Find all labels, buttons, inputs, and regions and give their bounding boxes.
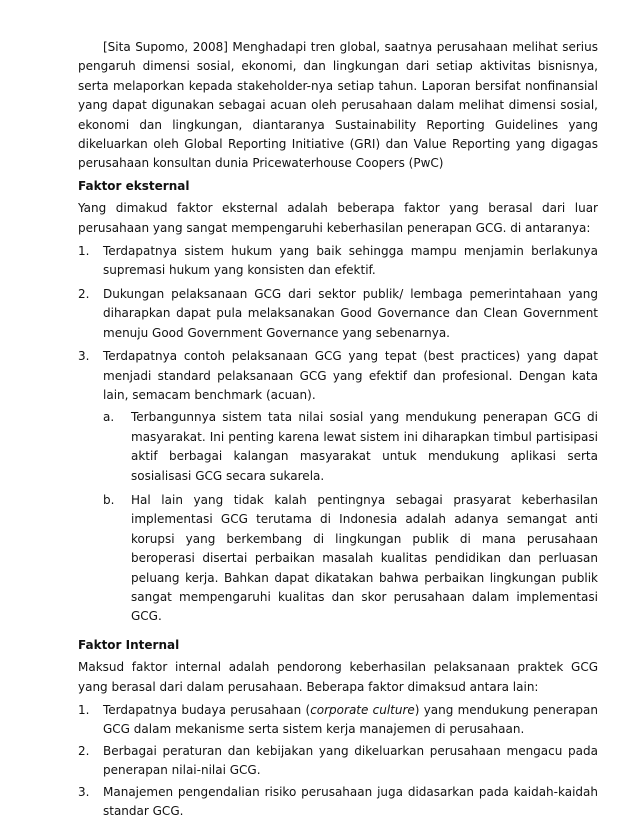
list-number: 2. [78,286,90,301]
list-number: 1. [78,244,90,259]
italic-term: corporate culture [310,703,415,717]
text-run: Terdapatnya budaya perusahaan ( [103,703,311,717]
sublist-text: Hal lain yang tidak kalah pentingnya sebagai prasyarat keberhasilan implementasi GCG terutama di Indonesia adalah adanya semangat anti korupsi yang berkembang di lingkungan publik di mana perusahaan beroperasi disertai perbaikan masalah kualitas pendidikan dan perluasan peluang kerja. Bahkan dapat dikatakan bahwa perbaikan lingkungan publik sangat mempengaruhi kualitas dan skor perusahaan dalam implementasi GCG. [131,492,598,624]
list-item [78,347,598,632]
internal-intro: Maksud faktor internal adalah pendorong keberhasilan pelaksanaan praktek GCG yang berasal dari dalam perusahaan. Beberapa faktor dimaksud antara lain: [78,660,598,694]
list-text: Berbagai peraturan dan kebijakan yang dikeluarkan perusahaan mengacu pada penerapan nilai-nilai GCG. [103,743,598,778]
list-number: 3. [78,784,90,799]
sublist-letter: b. [103,492,115,507]
sublist-item [103,408,598,486]
list-item [78,742,598,781]
list-body [103,347,598,632]
list-text: Terdapatnya sistem hukum yang baik sehingga mampu menjamin berlakunya supremasi hukum yang konsisten dan efektif. [103,244,598,278]
document-page [78,38,598,823]
list-item [78,701,598,740]
sublist-letter: a. [103,410,115,425]
list-number: 3. [78,349,90,364]
list-text: Dukungan pelaksanaan GCG dari sektor publik/ lembaga pemerintahaan yang diharapkan dapat pula melaksanakan Good Governance dan Clean Government menuju Good Government Governance yang sebenarnya. [103,286,598,340]
text-run: ) yang mendukung penerapan GCG dalam mekanisme serta sistem kerja manajemen di perusahaan. [103,703,598,737]
heading-external: Faktor eksternal [78,178,190,193]
list-number: 2. [78,743,90,758]
list-item [78,783,598,822]
list-number: 1. [78,703,90,717]
external-intro: Yang dimakud faktor eksternal adalah beberapa faktor yang berasal dari luar perusahaan yang sangat mempengaruhi keberhasilan penerapan GCG. di antaranya: [78,201,598,235]
list-text: Manajemen pengendalian risiko perusahaan juga didasarkan pada kaidah-kaidah standar GCG. [103,784,598,819]
list-item [78,285,598,343]
sublist-item [103,491,598,627]
sublist-text: Terbangunnya sistem tata nilai sosial yang mendukung penerapan GCG di masyarakat. Ini penting karena lewat sistem ini diharapkan timbul partisipasi aktif berbagai kalangan masyarakat untuk mendukung aplikasi serta sosialisasi GCG secara sukarela. [131,410,598,483]
list-text [103,701,598,740]
list-text: Terdapatnya contoh pelaksanaan GCG yang tepat (best practices) yang dapat menjadi standard pelaksanaan GCG yang efektif dan profesional. Dengan kata lain, semacam benchmark (acuan). [103,349,598,402]
list-item [78,242,598,281]
heading-internal: Faktor Internal [78,637,180,652]
intro-paragraph: [Sita Supomo, 2008] Menghadapi tren global, saatnya perusahaan melihat serius pengaruh dimensi sosial, ekonomi, dan lingkungan dari setiap aktivitas bisnisnya, serta melaporkan kepada stakeholder-nya setiap tahun. Laporan bersifat nonfinansial yang dapat digunakan sebagai acuan oleh perusahaan dalam melihat dimensi sosial, ekonomi dan lingkungan, diantaranya Sustainability Reporting Guidelines yang dikeluarkan oleh Global Reporting Initiative (GRI) dan Value Reporting yang digagas perusahaan konsultan dunia Pricewaterhouse Coopers (PwC) [78,40,598,171]
